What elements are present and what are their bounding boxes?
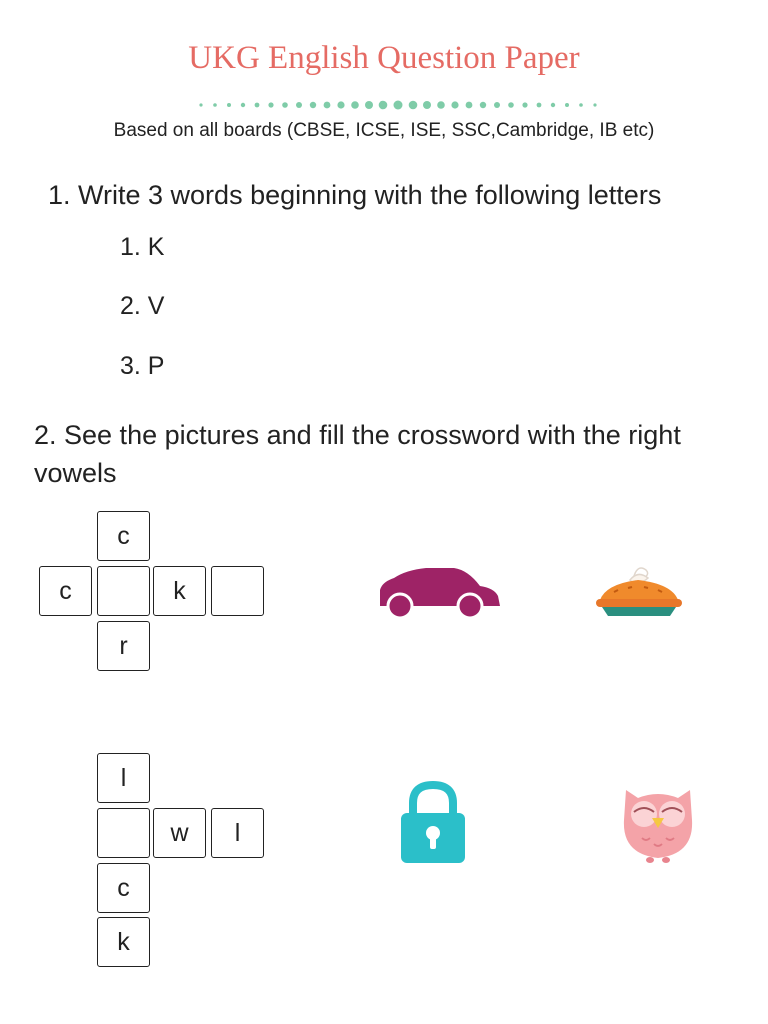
letter-item-k: 1. K bbox=[120, 233, 165, 261]
subtitle: Based on all boards (CBSE, ICSE, ISE, SSC,Cambridge, IB etc) bbox=[113, 120, 655, 141]
crossword-cell: k bbox=[97, 917, 150, 967]
crossword-cell: c bbox=[97, 511, 150, 561]
crossword-cell: l bbox=[211, 808, 264, 858]
crossword-blank-cell[interactable] bbox=[211, 566, 264, 616]
crossword-cell: k bbox=[153, 566, 206, 616]
letter-item-v: 2. V bbox=[120, 292, 165, 320]
lock-icon bbox=[399, 781, 467, 863]
letter-item-p: 3. P bbox=[120, 352, 165, 380]
crossword-cell: c bbox=[97, 863, 150, 913]
crossword-blank-cell[interactable] bbox=[97, 566, 150, 616]
question-1: 1. Write 3 words beginning with the following letters bbox=[48, 180, 662, 210]
crossword-cell: c bbox=[39, 566, 92, 616]
crossword-blank-cell[interactable] bbox=[97, 808, 150, 858]
car-icon bbox=[376, 564, 502, 620]
crossword-cell: l bbox=[97, 753, 150, 803]
crossword-cell: r bbox=[97, 621, 150, 671]
dotted-divider bbox=[198, 99, 598, 111]
pie-icon bbox=[594, 562, 684, 620]
crossword-cell: w bbox=[153, 808, 206, 858]
owl-icon bbox=[618, 780, 698, 864]
page-title: UKG English Question Paper bbox=[188, 40, 580, 76]
question-2: 2. See the pictures and fill the crossword with the right vowels bbox=[34, 420, 681, 488]
